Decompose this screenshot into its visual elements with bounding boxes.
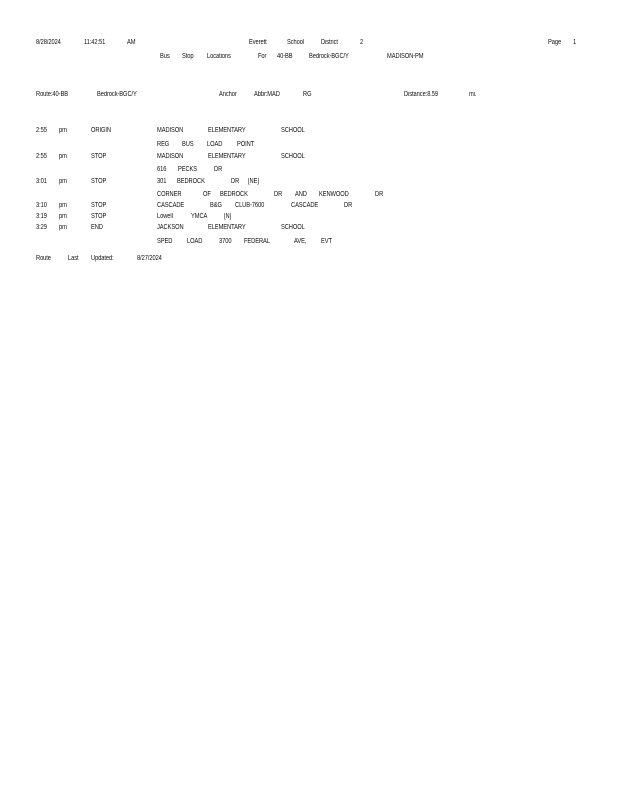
stop-ampm: pm (59, 153, 67, 160)
footer-word: Updated: (91, 255, 114, 262)
stop-location-word: YMCA (191, 213, 208, 220)
stop-location-word: SCHOOL (281, 127, 305, 134)
report-title-word: For (258, 53, 267, 60)
report-title-word: 40-BB (277, 53, 293, 60)
report-title-word: MADISON-PM (387, 53, 424, 60)
stop-note-word: LOAD (187, 238, 203, 245)
distance-unit: mi. (469, 91, 477, 98)
stop-note-word: KENWOOD (319, 191, 349, 198)
stop-note-word: POINT (237, 141, 255, 148)
stop-note-word: DR (375, 191, 384, 198)
stop-note-word: BUS (182, 141, 194, 148)
stop-time: 3:01 (36, 178, 47, 185)
stop-note-word: CORNER (157, 191, 182, 198)
stop-ampm: pm (59, 202, 67, 209)
stop-type: STOP (91, 178, 107, 185)
stop-time: 2:55 (36, 127, 47, 134)
org-word: District (321, 39, 338, 46)
stop-location-word: DR (344, 202, 353, 209)
stop-note-word: REG (157, 141, 170, 148)
report-ampm: AM (127, 39, 136, 46)
stop-type: STOP (91, 153, 107, 160)
stop-location-word: ELEMENTARY (208, 127, 246, 134)
stop-note-word: 616 (157, 166, 167, 173)
stop-location-word: [N] (224, 213, 232, 220)
stop-time: 3:19 (36, 213, 47, 220)
stop-note-word: DR (274, 191, 283, 198)
stop-note-word: OF (203, 191, 211, 198)
stop-time: 2:55 (36, 153, 47, 160)
stop-location-word: SCHOOL (281, 224, 305, 231)
stop-location-word: CASCADE (291, 202, 319, 209)
stop-location-word: CASCADE (157, 202, 185, 209)
anchor-label: Anchor (219, 91, 237, 98)
stop-location-word: SCHOOL (281, 153, 305, 160)
stop-ampm: pm (59, 127, 67, 134)
stop-type: STOP (91, 213, 107, 220)
report-title-word: Locations (207, 53, 231, 60)
stop-location-word: [NE] (248, 178, 259, 185)
report-date: 8/28/2024 (36, 39, 61, 46)
report-time: 11:42:51 (84, 39, 106, 46)
stop-ampm: pm (59, 224, 67, 231)
route-name: Bedrock-BGC/Y (97, 91, 137, 98)
stop-note-word: LOAD (207, 141, 223, 148)
stop-location-word: B&G (210, 202, 222, 209)
footer-word: Last (68, 255, 79, 262)
footer-word: Route (36, 255, 51, 262)
stop-type: END (91, 224, 103, 231)
page-number: 1 (573, 39, 577, 46)
stop-ampm: pm (59, 213, 67, 220)
report-title-word: Bedrock-BGC/Y (309, 53, 349, 60)
stop-note-word: 3700 (219, 238, 232, 245)
stop-type: STOP (91, 202, 107, 209)
stop-note-word: DR (214, 166, 223, 173)
report-title-word: Bus (160, 53, 170, 60)
stop-location-word: Lowell (157, 213, 173, 220)
stop-note-word: AND (295, 191, 307, 198)
stop-location-word: JACKSON (157, 224, 184, 231)
report-title-word: Stop (182, 53, 194, 60)
last-updated-date: 8/27/2024 (137, 255, 162, 262)
stop-note-word: EVT (321, 238, 332, 245)
stop-location-word: MADISON (157, 127, 184, 134)
org-word: Everett (249, 39, 267, 46)
stop-note-word: PECKS (178, 166, 198, 173)
stop-note-word: BEDROCK (220, 191, 248, 198)
stop-note-word: AVE, (294, 238, 307, 245)
stop-note-word: SPED (157, 238, 173, 245)
org-word: School (287, 39, 305, 46)
stop-location-word: 301 (157, 178, 167, 185)
rg-label: RG (303, 91, 312, 98)
stop-location-word: DR (231, 178, 240, 185)
route-id: Route:40-BB (36, 91, 68, 98)
org-word: 2 (360, 39, 364, 46)
stop-location-word: ELEMENTARY (208, 153, 246, 160)
stop-time: 3:29 (36, 224, 47, 231)
stop-location-word: BEDROCK (177, 178, 205, 185)
stop-location-word: MADISON (157, 153, 184, 160)
stop-location-word: ELEMENTARY (208, 224, 246, 231)
stop-ampm: pm (59, 178, 67, 185)
stop-type: ORIGIN (91, 127, 111, 134)
stop-time: 3:10 (36, 202, 47, 209)
stop-note-word: FEDERAL (244, 238, 270, 245)
stop-location-word: CLUB-7600 (235, 202, 265, 209)
anchor-abbr: Abbr:MAD (254, 91, 280, 98)
page-label: Page (548, 39, 562, 46)
distance: Distance:8.59 (404, 91, 439, 98)
